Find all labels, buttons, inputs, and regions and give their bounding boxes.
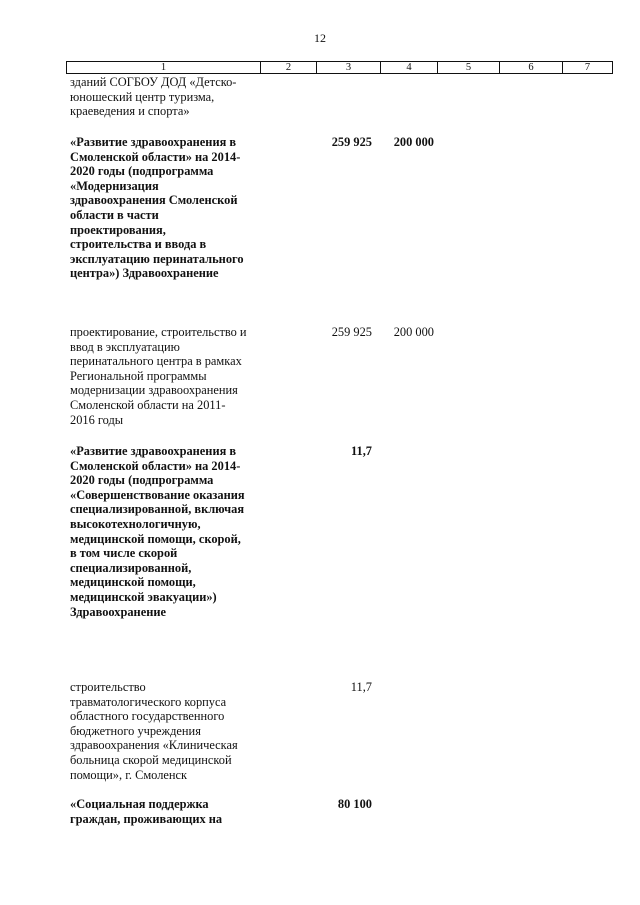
- column-header-6: 6: [500, 62, 563, 73]
- column-header-row: [66, 61, 613, 74]
- row-name: «Развитие здравоохранения в Смоленской области» на 2014-2020 годы (подпрограмма «Модернизация здравоохранения Смоленской области в части проектирования, строительства и ввода в эксплуатацию перинатального центра») Здравоохранение: [70, 135, 244, 281]
- row-name: проектирование, строительство и ввод в эксплуатацию перинатального центра в рамках Региональной программы модернизации здравоохранения Смоленской области на 2011-2016 годы: [70, 325, 247, 427]
- column-header-4: 4: [381, 62, 438, 73]
- table-row: [70, 444, 615, 619]
- row-value-col3: 80 100: [337, 797, 372, 811]
- row-value-col3: 259 925: [331, 135, 372, 149]
- column-header-2: 2: [261, 62, 317, 73]
- column-header-1: 1: [67, 62, 261, 73]
- row-name: «Развитие здравоохранения в Смоленской области» на 2014-2020 годы (подпрограмма «Совершенствование оказания специализированной, включая высокотехнологичную, медицинской помощи, скорой, в том числе скорой специализированной, медицинской помощи, медицинской эвакуации») Здравоохранение: [70, 444, 245, 619]
- row-name: зданий СОГБОУ ДОД «Детско-юношеский центр туризма, краеведения и спорта»: [70, 75, 237, 119]
- table-row: [70, 680, 615, 782]
- table-row: [70, 135, 615, 281]
- table-row: [70, 325, 615, 427]
- table-row: [70, 75, 615, 119]
- table-row: [70, 797, 615, 826]
- column-header-7: 7: [584, 62, 591, 73]
- row-name: строительство травматологического корпуса областного государственного бюджетного учреждения здравоохранения «Клиническая больница скорой медицинской помощи», г. Смоленск: [70, 680, 238, 782]
- row-value-col4: 200 000: [393, 135, 434, 149]
- column-header-3: 3: [317, 62, 381, 73]
- row-value-col3: 11,7: [350, 680, 372, 694]
- row-name: «Социальная поддержка граждан, проживающих на: [70, 797, 223, 826]
- page-number: 12: [314, 31, 326, 45]
- row-value-col3: 259 925: [331, 325, 372, 339]
- row-value-col3: 11,7: [351, 444, 372, 458]
- row-value-col4: 200 000: [393, 325, 434, 339]
- column-header-5: 5: [438, 62, 500, 73]
